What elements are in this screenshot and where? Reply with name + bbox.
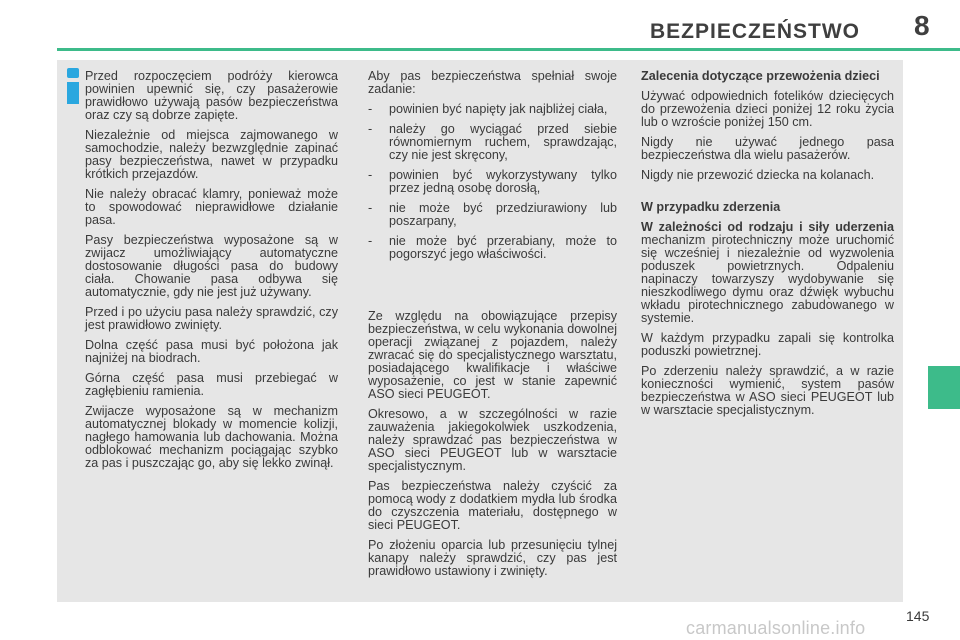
list-item	[368, 202, 617, 228]
list-item-text: powinien być wykorzystywany tylko przez jedną osobę dorosłą,	[389, 168, 617, 195]
paragraph: W każdym przypadku zapali się kontrolka poduszki powietrznej.	[641, 331, 894, 358]
paragraph: Nigdy nie przewozić dziecka na kolanach.	[641, 168, 875, 182]
bold-lead: W zależności od rodzaju i siły uderzenia	[641, 220, 894, 234]
list-item	[368, 235, 617, 261]
paragraph: Dolna część pasa musi być położona jak najniżej na biodrach.	[85, 338, 338, 365]
info-icon-dot	[67, 68, 79, 78]
paragraph: Po zderzeniu należy sprawdzić, a w razie konieczności wymienić, system pasów bezpieczeństwa w ASO sieci PEUGEOT lub w warsztacie specjalistycznym.	[641, 364, 894, 417]
chapter-number: 8	[914, 10, 930, 41]
list-item-text: należy go wyciągać przed siebie równomiernym ruchem, sprawdzając, czy nie jest skręcony,	[389, 122, 617, 162]
paragraph: Przed rozpoczęciem podróży kierowca powinien upewnić się, czy pasażerowie prawidłowo używają pasów bezpieczeństwa oraz czy są dobrze zapięte.	[85, 69, 338, 122]
paragraph: Pasy bezpieczeństwa wyposażone są w zwijacz umożliwiający automatyczne dostosowanie długości pasa do budowy ciała. Chowanie pasa odbywa się automatycznie, gdy nie jest już używany.	[85, 233, 338, 299]
requirements-list	[368, 103, 617, 261]
list-item	[368, 169, 617, 195]
list-item-text: powinien być napięty jak najbliżej ciała,	[389, 102, 608, 116]
paragraph: Ze względu na obowiązujące przepisy bezpieczeństwa, w celu wykonania dowolnej operacji związanej z pojazdem, należy zwracać się do specjalistycznego warsztatu, posiadającego kwalifikacje i właściwe wyposażenie, co jest w stanie zapewnić ASO sieci PEUGEOT.	[368, 309, 617, 401]
page-number: 145	[906, 608, 930, 624]
bullet-dash: -	[368, 168, 373, 182]
chapter-title: BEZPIECZEŃSTWO	[650, 20, 861, 43]
paragraph: Pas bezpieczeństwa należy czyścić za pomocą wody z dodatkiem mydła lub środka do czyszczenia materiału, dostępnego w sieci PEUGEOT.	[368, 479, 617, 532]
info-icon	[66, 68, 80, 106]
spacer	[368, 268, 617, 310]
paragraph: Po złożeniu oparcia lub przesunięciu tylnej kanapy należy sprawdzić, czy pas jest prawidłowo ustawiony i zwinięty.	[368, 538, 617, 578]
chapter-side-tab	[928, 366, 960, 409]
paragraph: Nigdy nie używać jednego pasa bezpieczeństwa dla wielu pasażerów.	[641, 135, 894, 162]
paragraph: Okresowo, a w szczególności w razie zauważenia jakiegokolwiek uszkodzenia, należy sprawdzać pas bezpieczeństwa w ASO sieci PEUGEOT lub w warsztacie specjalistycznym.	[368, 407, 617, 473]
paragraph: Nie należy obracać klamry, ponieważ może to spowodować nieprawidłowe działanie pasa.	[85, 187, 338, 227]
paragraph: Zwijacze wyposażone są w mechanizm automatycznej blokady w momencie kolizji, nagłego hamowania lub dachowania. Można odblokować mechanizm pociągając szybko za pas i puszczając go, aby się lekko zwinął.	[85, 404, 338, 470]
column-left	[85, 70, 338, 477]
list-item-text: nie może być przerabiany, może to pogorszyć jego właściwości.	[389, 234, 617, 261]
section-heading-collision: W przypadku zderzenia	[641, 200, 781, 214]
list-item	[368, 103, 617, 116]
bullet-dash: -	[368, 122, 373, 136]
paragraph: Górna część pasa musi przebiegać w zagłębieniu ramienia.	[85, 371, 338, 398]
column-middle	[368, 70, 617, 585]
bullet-dash: -	[368, 102, 373, 116]
header-divider	[57, 48, 960, 51]
lead-rest: mechanizm pirotechniczny może uruchomić się wcześniej i niezależnie od wyzwolenia poduszek powietrznych. Odpaleniu napinaczy towarzyszy wydobywanie się nieszkodliwego dymu oraz dźwięk wybuchu wkładu pirotechnicznego zabudowanego w systemie.	[641, 233, 894, 325]
section-heading-children: Zalecenia dotyczące przewożenia dzieci	[641, 69, 880, 83]
bullet-dash: -	[368, 201, 373, 215]
bullet-dash: -	[368, 234, 373, 248]
paragraph: Przed i po użyciu pasa należy sprawdzić, czy jest prawidłowo zwinięty.	[85, 305, 338, 332]
intro-text: Aby pas bezpieczeństwa spełniał swoje zadanie:	[368, 69, 617, 96]
list-item-text: nie może być przedziurawiony lub poszarpany,	[389, 201, 617, 228]
paragraph-collision	[641, 221, 894, 325]
info-icon-bar	[67, 82, 79, 104]
watermark: carmanualsonline.info	[686, 618, 866, 638]
paragraph: Niezależnie od miejsca zajmowanego w samochodzie, należy bezwzględnie zapinać pasy bezpieczeństwa, nawet w przypadku krótkich przejazdów.	[85, 128, 338, 181]
column-right	[641, 70, 894, 424]
paragraph: Używać odpowiednich fotelików dziecięcych do przewożenia dzieci poniżej 12 roku życia lub o wzroście poniżej 150 cm.	[641, 89, 894, 129]
list-item	[368, 123, 617, 162]
